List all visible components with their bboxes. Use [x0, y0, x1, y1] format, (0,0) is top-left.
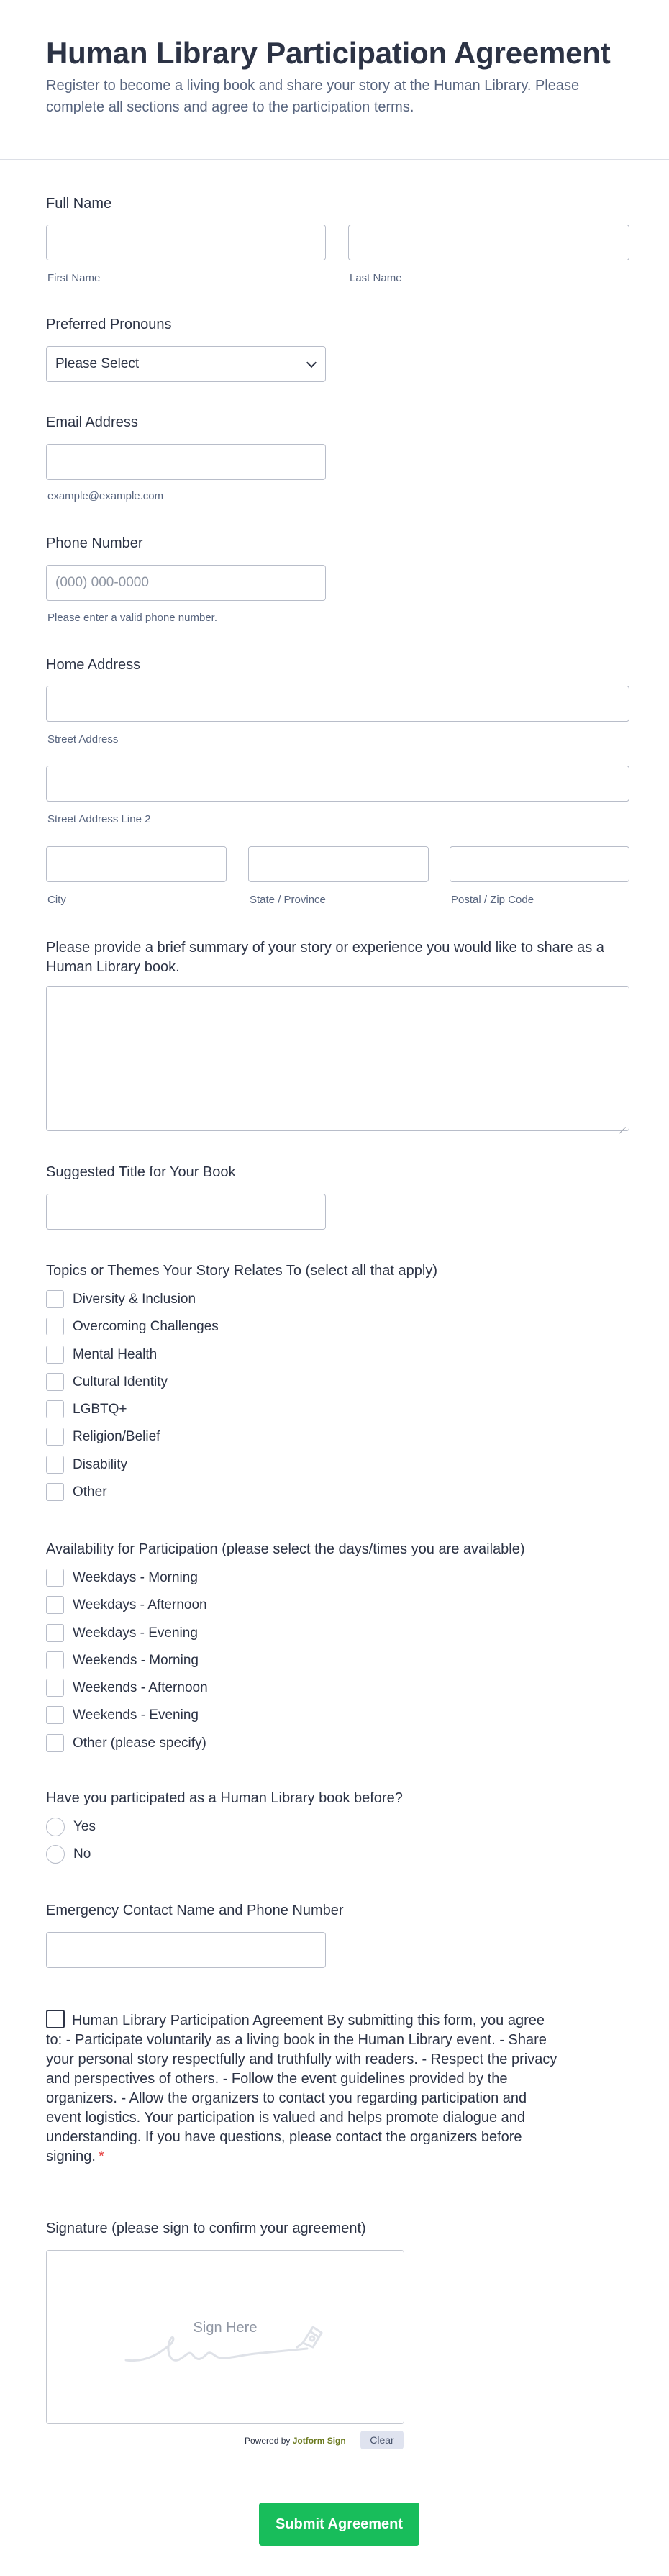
availability-option[interactable]: [46, 1624, 198, 1642]
option-label: Diversity & Inclusion: [73, 1291, 196, 1307]
powered-brand: Jotform Sign: [292, 2436, 346, 2446]
resize-handle-icon[interactable]: [619, 1120, 626, 1128]
phone-label: Phone Number: [46, 535, 143, 551]
zip-sublabel: Postal / Zip Code: [451, 894, 534, 906]
topic-option[interactable]: [46, 1428, 160, 1446]
book-title-label: Suggested Title for Your Book: [46, 1164, 236, 1180]
required-mark: *: [98, 2149, 104, 2164]
email-sublabel: example@example.com: [47, 490, 164, 502]
checkbox[interactable]: [46, 1373, 64, 1391]
pronouns-select[interactable]: [46, 346, 326, 382]
option-label: Other (please specify): [73, 1735, 206, 1751]
checkbox[interactable]: [46, 1428, 64, 1446]
option-label: No: [73, 1846, 91, 1861]
topic-option[interactable]: [46, 1373, 168, 1391]
option-label: Other: [73, 1484, 107, 1500]
email-label: Email Address: [46, 414, 138, 430]
checkbox[interactable]: [46, 1569, 64, 1587]
story-textarea[interactable]: [46, 986, 629, 1131]
last-name-input[interactable]: [348, 225, 629, 260]
signature-placeholder: Sign Here: [193, 2320, 258, 2336]
powered-by: [245, 2436, 346, 2446]
pronouns-label: Preferred Pronouns: [46, 317, 172, 332]
checkbox[interactable]: [46, 1290, 64, 1308]
checkbox[interactable]: [46, 1596, 64, 1614]
street-address-line2-sublabel: Street Address Line 2: [47, 813, 151, 825]
option-label: Weekdays - Morning: [73, 1569, 198, 1585]
option-label: Weekdays - Afternoon: [73, 1597, 207, 1613]
option-label: Weekends - Evening: [73, 1707, 199, 1723]
topic-option[interactable]: [46, 1318, 219, 1335]
street-address-input[interactable]: [46, 686, 629, 722]
checkbox[interactable]: [46, 1483, 64, 1501]
option-label: LGBTQ+: [73, 1401, 127, 1417]
option-label: Overcoming Challenges: [73, 1318, 219, 1334]
availability-option[interactable]: [46, 1706, 199, 1724]
availability-option[interactable]: [46, 1734, 206, 1752]
powered-prefix: Powered by: [245, 2436, 291, 2446]
participated-label: Have you participated as a Human Library book before?: [46, 1790, 403, 1806]
option-label: Weekends - Morning: [73, 1652, 199, 1668]
city-sublabel: City: [47, 894, 66, 906]
availability-option[interactable]: [46, 1596, 207, 1614]
last-name-sublabel: Last Name: [350, 272, 402, 284]
availability-label: Availability for Participation (please select the days/times you are available): [46, 1541, 525, 1557]
topic-option[interactable]: [46, 1400, 127, 1418]
chevron-down-icon: [306, 357, 317, 367]
emergency-label: Emergency Contact Name and Phone Number: [46, 1902, 344, 1918]
radio-button[interactable]: [46, 1845, 65, 1864]
state-input[interactable]: [248, 846, 429, 882]
option-label: Religion/Belief: [73, 1428, 160, 1444]
topic-option[interactable]: [46, 1456, 127, 1474]
agreement-text: Human Library Participation Agreement By submitting this form, you agree to: - Participate voluntarily as a living book in the Human Library event. - Share your personal story respectfully and truthfully with readers. - Respect the privacy and perspectives of others. - Follow the event guidelines provided by the organizers. - Allow the organizers to contact you regarding participation and event logistics. Your participation is valued and helps promote dialogue and understanding. If you have questions, please contact the organizers before signing.: [46, 2013, 558, 2164]
checkbox[interactable]: [46, 1679, 64, 1697]
topic-option[interactable]: [46, 1346, 157, 1364]
agreement-checkbox[interactable]: [46, 2010, 65, 2028]
checkbox[interactable]: [46, 1624, 64, 1642]
city-input[interactable]: [46, 846, 227, 882]
checkbox[interactable]: [46, 1456, 64, 1474]
full-name-label: Full Name: [46, 196, 112, 212]
topic-option[interactable]: [46, 1483, 107, 1501]
option-label: Weekends - Afternoon: [73, 1679, 208, 1695]
form-description: Register to become a living book and share your story at the Human Library. Please complete all sections and agree to the participation terms.: [46, 78, 580, 115]
email-input[interactable]: [46, 444, 326, 480]
checkbox[interactable]: [46, 1706, 64, 1724]
availability-option[interactable]: [46, 1569, 198, 1587]
option-label: Cultural Identity: [73, 1374, 168, 1389]
zip-input[interactable]: [450, 846, 629, 882]
topic-option[interactable]: [46, 1290, 196, 1308]
checkbox[interactable]: [46, 1346, 64, 1364]
option-label: Disability: [73, 1456, 128, 1472]
checkbox[interactable]: [46, 1400, 64, 1418]
radio-button[interactable]: [46, 1818, 65, 1836]
participated-option-no[interactable]: [46, 1845, 91, 1864]
option-label: Weekdays - Evening: [73, 1625, 198, 1641]
phone-placeholder: (000) 000-0000: [55, 575, 149, 590]
street-address-sublabel: Street Address: [47, 733, 119, 745]
agreement-block: [46, 2010, 564, 2167]
checkbox[interactable]: [46, 1651, 64, 1669]
address-label: Home Address: [46, 657, 141, 673]
first-name-input[interactable]: [46, 225, 326, 260]
signature-pad[interactable]: [46, 2250, 404, 2424]
pronouns-selected-value: Please Select: [55, 356, 140, 371]
option-label: Mental Health: [73, 1346, 158, 1362]
form-title: Human Library Participation Agreement: [46, 36, 611, 70]
story-label: Please provide a brief summary of your story or experience you would like to share as a Human Library book.: [46, 940, 604, 975]
option-label: Yes: [73, 1819, 96, 1834]
pen-icon: [291, 2320, 329, 2351]
phone-sublabel: Please enter a valid phone number.: [47, 612, 217, 624]
clear-signature-button[interactable]: Clear: [360, 2431, 404, 2449]
emergency-input[interactable]: [46, 1932, 326, 1968]
phone-input[interactable]: [46, 565, 326, 601]
availability-option[interactable]: [46, 1679, 208, 1697]
signature-label: Signature (please sign to confirm your agreement): [46, 2221, 366, 2236]
checkbox[interactable]: [46, 1318, 64, 1335]
topics-label: Topics or Themes Your Story Relates To (select all that apply): [46, 1263, 437, 1279]
first-name-sublabel: First Name: [47, 272, 101, 284]
submit-button[interactable]: Submit Agreement: [259, 2503, 419, 2546]
form-header: [0, 0, 669, 160]
state-sublabel: State / Province: [250, 894, 326, 906]
street-address-line2-input[interactable]: [46, 766, 629, 802]
participated-option-yes[interactable]: [46, 1818, 96, 1836]
checkbox[interactable]: [46, 1734, 64, 1752]
availability-option[interactable]: [46, 1651, 199, 1669]
book-title-input[interactable]: [46, 1194, 326, 1230]
